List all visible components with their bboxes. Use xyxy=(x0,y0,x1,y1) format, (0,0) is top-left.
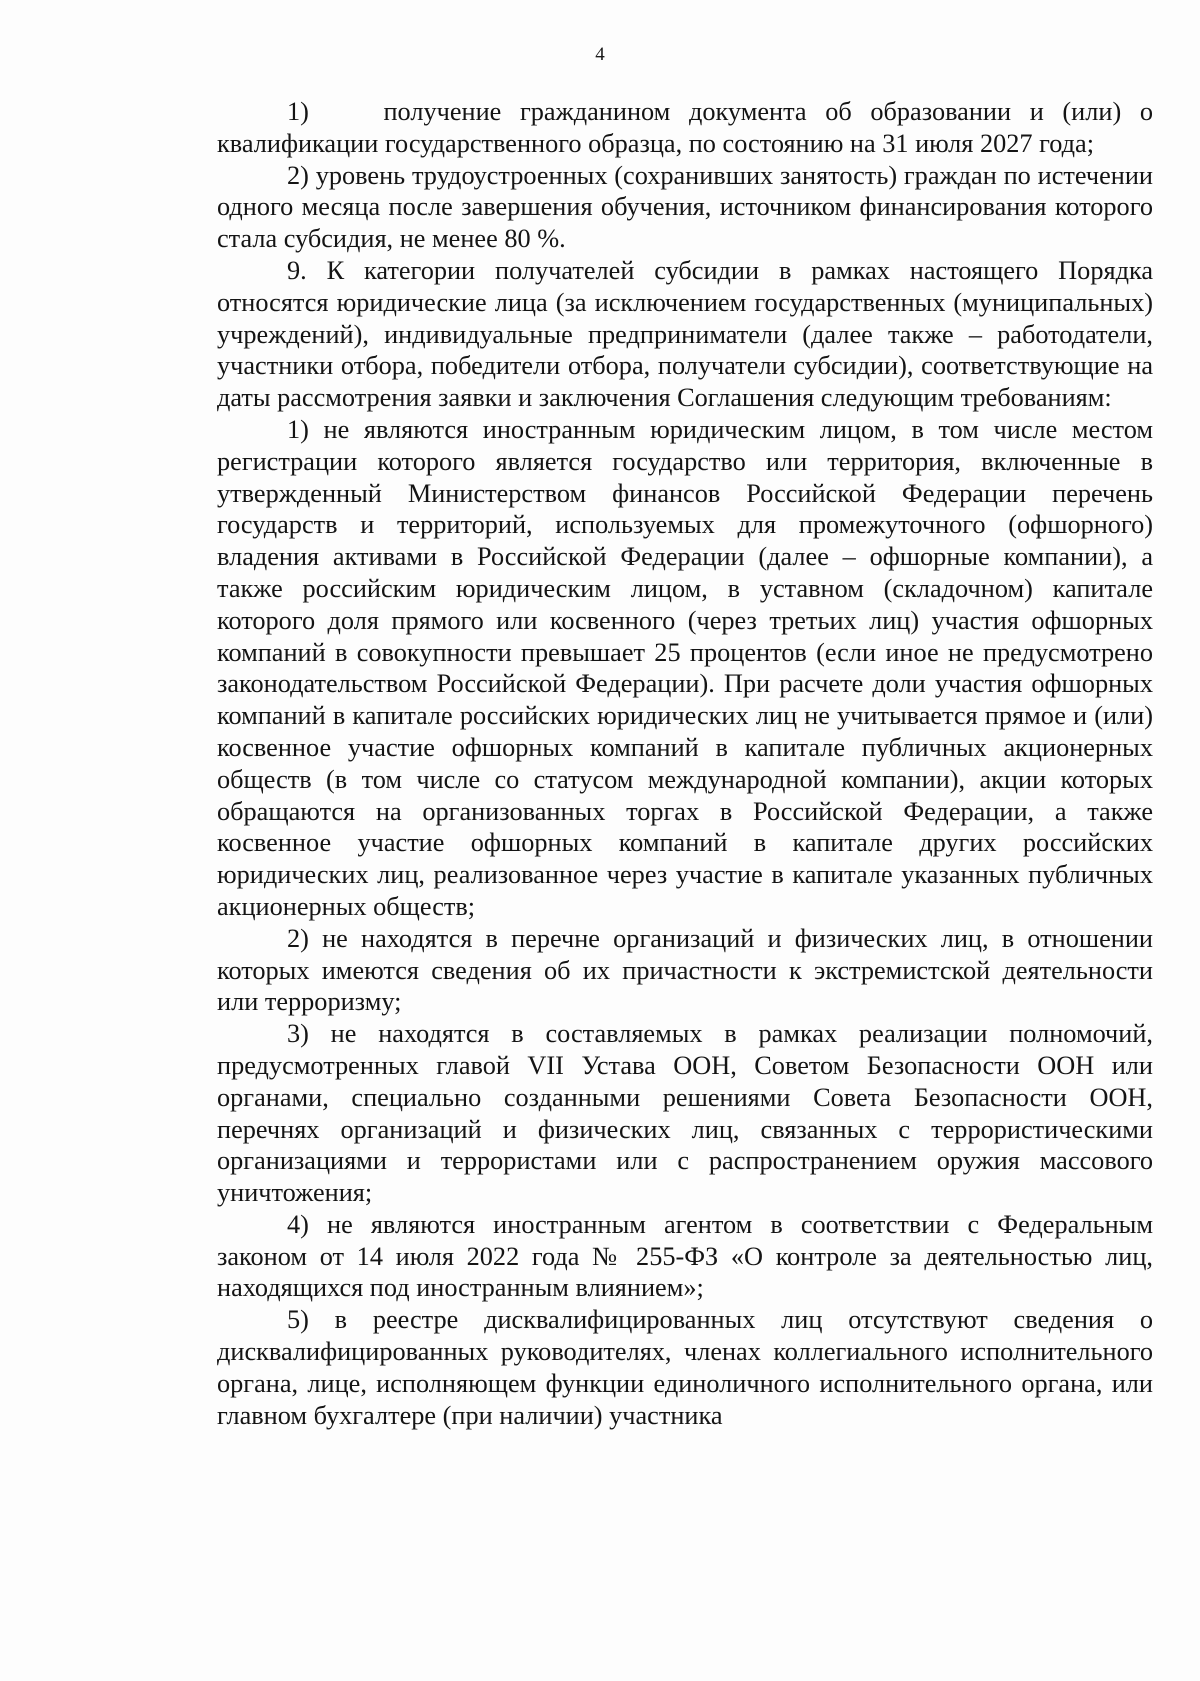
requirement-4-foreign-agent: 4) не являются иностранным агентом в соответствии с Федеральным законом от 14 июля 2022 года № 255-ФЗ «О контроле за деятельностью лиц, находящихся под иностранным влиянием»; xyxy=(217,1209,1153,1303)
paragraph-item-1: 1) получение гражданином документа об образовании и (или) о квалификации государственного образца, по состоянию на 31 июля 2027 года; xyxy=(217,97,1153,158)
paragraph-clause-9: 9. К категории получателей субсидии в рамках настоящего Порядка относятся юридические лица (за исключением государственных (муниципальных) учреждений), индивидуальные предприниматели (далее также – работодатели, участники отбора, победители отбора, получатели субсидии), соответствующие на даты рассмотрения заявки и заключения Соглашения следующим требованиям: xyxy=(217,255,1153,413)
requirement-3-un-sanctions: 3) не находятся в составляемых в рамках реализации полномочий, предусмотренных главой VII Устава ООН, Советом Безопасности ООН или органами, специально созданными решениями Совета Безопасности ООН, перечнях организаций и физических лиц, связанных с террористическими организациями и террористами или с распространением оружия массового уничтожения; xyxy=(217,1019,1153,1208)
requirement-1-offshore: 1) не являются иностранным юридическим лицом, в том числе местом регистрации которого является государство или территория, включенные в утвержденный Министерством финансов Российской Федерации перечень государств и территорий, используемых для промежуточного (офшорного) владения активами в Российской Федерации (далее – офшорные компании), а также российским юридическим лицом, в уставном (складочном) капитале которого доля прямого или косвенного (через третьих лиц) участия офшорных компаний в совокупности превышает 25 процентов (если иное не предусмотрено законодательством Российской Федерации). При расчете доли участия офшорных компаний в капитале российских юридических лиц не учитывается прямое и (или) косвенное участие офшорных компаний в капитале публичных акционерных обществ (в том числе со статусом международной компании), акции которых обращаются на организованных торгах в Российской Федерации, а также косвенное участие офшорных компаний в капитале других российских юридических лиц, реализованное через участие в капитале указанных публичных акционерных обществ; xyxy=(217,414,1153,921)
document-body xyxy=(217,96,1153,1431)
requirement-2-extremism: 2) не находятся в перечне организаций и физических лиц, в отношении которых имеются сведения об их причастности к экстремистской деятельности или терроризму; xyxy=(217,923,1153,1017)
paragraph-item-2: 2) уровень трудоустроенных (сохранивших занятость) граждан по истечении одного месяца после завершения обучения, источником финансирования которого стала субсидия, не менее 80 %. xyxy=(217,160,1153,254)
page-number: 4 xyxy=(595,44,605,65)
requirement-5-disqualified: 5) в реестре дисквалифицированных лиц отсутствуют сведения о дисквалифицированных руководителях, членах коллегиального исполнительного органа, лице, исполняющем функции единоличного исполнительного органа, или главном бухгалтере (при наличии) участника xyxy=(217,1305,1153,1430)
